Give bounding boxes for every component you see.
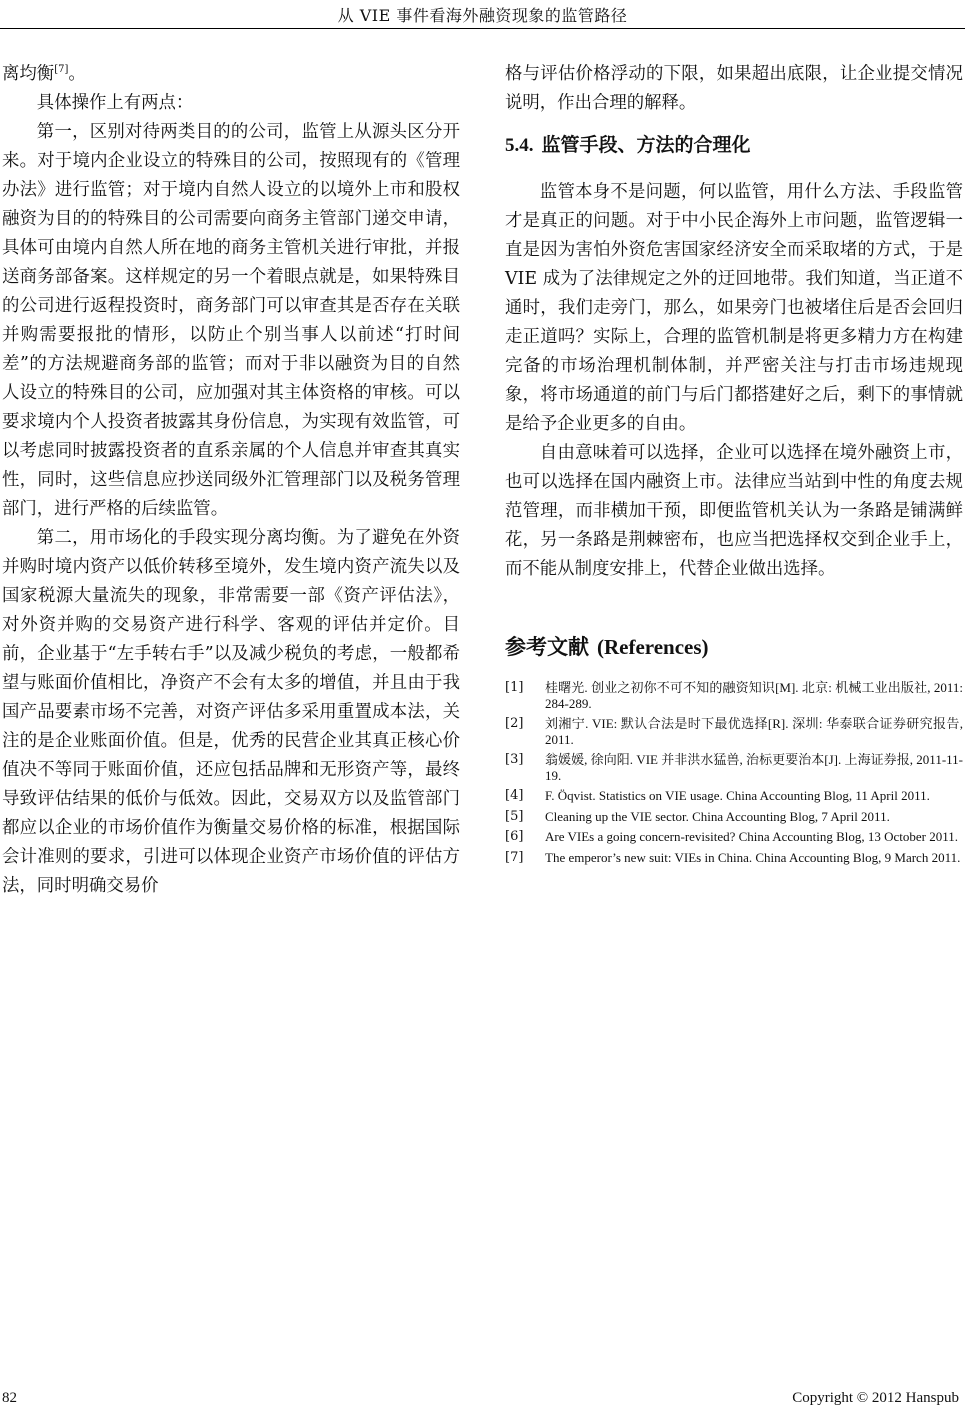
- reference-item: [505, 850, 963, 866]
- page-header: [0, 0, 965, 34]
- reference-text: 刘湘宁. VIE: 默认合法是时下最优选择[R]. 深圳: 华泰联合证券研究报告, 2011.: [545, 716, 963, 747]
- reference-number: [5]: [505, 808, 524, 824]
- section-title: 监管手段、方法的合理化: [541, 134, 751, 156]
- paragraph: 第二，用市场化的手段实现分离均衡。为了避免在外资并购时境内资产以低价转移至境外，发生境内资产流失以及国家税源大量流失的现象，非常需要一部《资产评估法》，对外资并购的交易资产进行科学、客观的评估并定价。目前，企业基于“左手转右手”以及减少税负的考虑，一般都希望与账面价值相比，净资产不会有太多的增值，并且由于我国产品要素市场不完善，对资产评估多采用重置成本法，关注的是企业账面价值。但是，优秀的民营企业其真正核心价值决不等同于账面价值，还应包括品牌和无形资产等，最终导致评估结果的低价与低效。因此，交易双方以及监管部门都应以企业的市场价值作为衡量交易价格的标准，根据国际会计准则的要求，引进可以体现企业资产市场价值的评估方法，同时明确交易价: [2, 528, 460, 896]
- reference-item: [505, 788, 963, 804]
- references-heading: [505, 632, 963, 662]
- reference-item: [505, 716, 963, 747]
- reference-item: [505, 680, 963, 711]
- paragraph: 具体操作上有两点：: [36, 93, 194, 113]
- paragraph: 自由意味着可以选择，企业可以选择在境外融资上市，也可以选择在国内融资上市。法律应当站到中性的角度去规范管理，而非横加干预，即便监管机关认为一条路是铺满鲜花，另一条路是荆棘密布，也应当把选择权交到企业手上，而不能从制度安排上，代替企业做出选择。: [505, 443, 963, 579]
- reference-text: F. Öqvist. Statistics on VIE usage. China Accounting Blog, 11 April 2011.: [545, 788, 930, 803]
- reference-text: 桂曙光. 创业之初你不可不知的融资知识[M]. 北京: 机械工业出版社, 2011: 284-289.: [545, 680, 963, 711]
- paragraph: [2, 60, 460, 89]
- copyright-notice: Copyright © 2012 Hanspub: [792, 1390, 959, 1406]
- reference-text: Cleaning up the VIE sector. China Accounting Blog, 7 April 2011.: [545, 808, 890, 824]
- reference-item: [505, 809, 963, 825]
- header-rule: [0, 28, 965, 29]
- reference-text: The emperor’s new suit: VIEs in China. China Accounting Blog, 9 March 2011.: [545, 849, 961, 865]
- reference-item: [505, 829, 963, 845]
- right-column: [505, 60, 963, 870]
- reference-number: [1]: [505, 680, 524, 695]
- page-number: 82: [2, 1390, 17, 1406]
- reference-text: Are VIEs a going concern-revisited? China Accounting Blog, 13 October 2011.: [545, 829, 959, 844]
- reference-list: [505, 680, 963, 865]
- references-heading-cn: 参考文献: [505, 635, 589, 659]
- reference-item: [505, 752, 963, 783]
- running-title: 从 VIE 事件看海外融资现象的监管路径: [337, 6, 628, 25]
- left-column: [2, 60, 460, 901]
- reference-text: 翁媛媛, 徐向阳. VIE 并非洪水猛兽, 治标更要治本[J]. 上海证券报, 2011-11-19.: [545, 752, 963, 783]
- references-heading-en: (References): [597, 635, 709, 659]
- section-heading: [505, 131, 963, 160]
- paragraph: 监管本身不是问题，何以监管，用什么方法、手段监管才是真正的问题。对于中小民企海外上市问题，监管逻辑一直是因为害怕外资危害国家经济安全而采取堵的方式，于是 VIE 成为了法律规定之外的迂回地带。我们知道，当正道不通时，我们走旁门，那么，如果旁门也被堵住后是否会回归走正道吗？实际上，合理的监管机制是将更多精力方在构建完备的市场治理机制体制，并严密关注与打击市场违规现象，将市场通道的前门与后门都搭建好之后，剩下的事情就是给予企业更多的自由。: [505, 182, 963, 434]
- paragraph-tail: 。: [68, 64, 86, 84]
- paragraph: 第一，区别对待两类目的的公司，监管上从源头区分开来。对于境内企业设立的特殊目的公司，按照现有的《管理办法》进行监管；对于境内自然人设立的以境外上市和股权融资为目的的特殊目的公司需要向商务主管部门递交申请，具体可由境内自然人所在地的商务主管机关进行审批，并报送商务部备案。这样规定的另一个着眼点就是，如果特殊目的公司进行返程投资时，商务部门可以审查其是否存在关联并购需要报批的情形，以防止个别当事人以前述“打时间差”的方法规避商务部的监管；而对于非以融资为目的自然人设立的特殊目的公司，应加强对其主体资格的审核。可以要求境内个人投资者披露其身份信息，为实现有效监管，可以考虑同时披露投资者的直系亲属的个人信息并审查其真实性，同时，这些信息应抄送同级外汇管理部门以及税务管理部门，进行严格的后续监管。: [2, 122, 460, 519]
- paragraph-text: 离均衡: [2, 64, 55, 84]
- section-number: 5.4.: [505, 135, 534, 156]
- reference-number: [6]: [505, 829, 524, 844]
- page-footer: [0, 1390, 965, 1410]
- reference-number: [2]: [505, 716, 524, 731]
- reference-number: [7]: [505, 849, 524, 865]
- reference-number: [4]: [505, 788, 524, 803]
- paragraph: 格与评估价格浮动的下限，如果超出底限，让企业提交情况说明，作出合理的解释。: [505, 64, 963, 113]
- citation-ref[interactable]: [7]: [54, 64, 69, 75]
- reference-number: [3]: [505, 752, 524, 767]
